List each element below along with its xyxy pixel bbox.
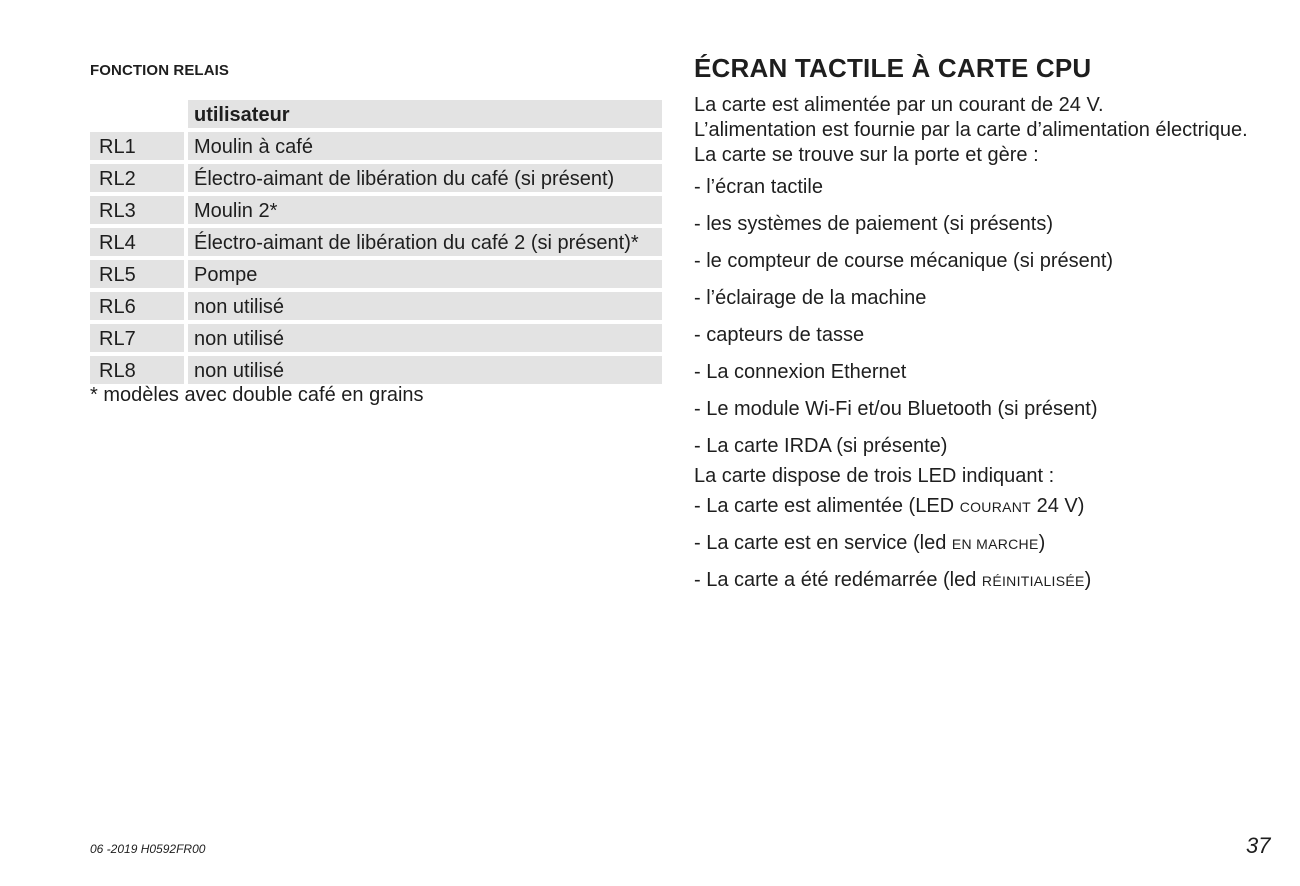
table-row — [90, 132, 662, 164]
relay-use: non utilisé — [188, 356, 662, 384]
led-item — [694, 530, 1091, 567]
table-row — [90, 324, 662, 356]
table-header-row — [90, 100, 662, 132]
led-item-text: 24 V) — [1031, 495, 1085, 517]
table-footnote: * modèles avec double café en grains — [90, 384, 424, 406]
relay-use: Moulin 2* — [188, 196, 662, 224]
relay-code: RL1 — [90, 132, 184, 160]
section-title-relay-function: FONCTION RELAIS — [90, 62, 229, 79]
led-intro: La carte dispose de trois LED indiquant : — [694, 465, 1055, 487]
relay-use: Pompe — [188, 260, 662, 288]
relay-code: RL5 — [90, 260, 184, 288]
led-item-text: - La carte est alimentée (LED — [694, 495, 960, 517]
led-item-text: ) — [1038, 532, 1046, 554]
intro-line: L’alimentation est fournie par la carte d’alimentation électrique. — [694, 119, 1248, 141]
relay-use: non utilisé — [188, 324, 662, 352]
document-reference: 06 -2019 H0592FR00 — [90, 842, 206, 856]
led-item — [694, 493, 1091, 530]
list-item: - La connexion Ethernet — [694, 361, 907, 383]
relay-table — [90, 100, 662, 388]
list-item: - Le module Wi-Fi et/ou Bluetooth (si présent) — [694, 398, 1098, 420]
table-header-user: utilisateur — [188, 100, 662, 128]
relay-code: RL2 — [90, 164, 184, 192]
list-item: - les systèmes de paiement (si présents) — [694, 213, 1054, 235]
led-item-text: ) — [1084, 569, 1092, 591]
intro-line: La carte est alimentée par un courant de 24 V. — [694, 94, 1104, 116]
list-item: - l’éclairage de la machine — [694, 287, 927, 309]
section-title-cpu-touchscreen: ÉCRAN TACTILE À CARTE CPU — [694, 53, 1092, 83]
table-row — [90, 292, 662, 324]
page-number: 37 — [1246, 833, 1271, 858]
relay-code: RL3 — [90, 196, 184, 224]
managed-items-list — [694, 174, 1113, 470]
list-item: - le compteur de course mécanique (si présent) — [694, 250, 1114, 272]
relay-code: RL8 — [90, 356, 184, 384]
relay-use: Moulin à café — [188, 132, 662, 160]
relay-use: Électro-aimant de libération du café 2 (si présent)* — [188, 228, 662, 256]
table-row — [90, 228, 662, 260]
led-item-text: - La carte est en service (led — [694, 532, 952, 554]
table-row — [90, 260, 662, 292]
led-item-text: - La carte a été redémarrée (led — [694, 569, 982, 591]
relay-use: non utilisé — [188, 292, 662, 320]
list-item: - l’écran tactile — [694, 176, 823, 198]
relay-code: RL7 — [90, 324, 184, 352]
led-label: EN MARCHE — [951, 536, 1039, 552]
relay-code: RL4 — [90, 228, 184, 256]
list-item: - La carte IRDA (si présente) — [694, 435, 948, 457]
led-label: RÉINITIALISÉE — [981, 573, 1085, 589]
table-row — [90, 196, 662, 228]
intro-line: La carte se trouve sur la porte et gère : — [694, 144, 1039, 166]
table-header-blank — [90, 100, 184, 128]
led-item — [694, 567, 1091, 604]
relay-use: Électro-aimant de libération du café (si présent) — [188, 164, 662, 192]
led-list — [694, 493, 1091, 604]
table-row — [90, 164, 662, 196]
list-item: - capteurs de tasse — [694, 324, 865, 346]
led-label: COURANT — [959, 499, 1032, 515]
intro-paragraph — [694, 93, 1248, 168]
relay-code: RL6 — [90, 292, 184, 320]
